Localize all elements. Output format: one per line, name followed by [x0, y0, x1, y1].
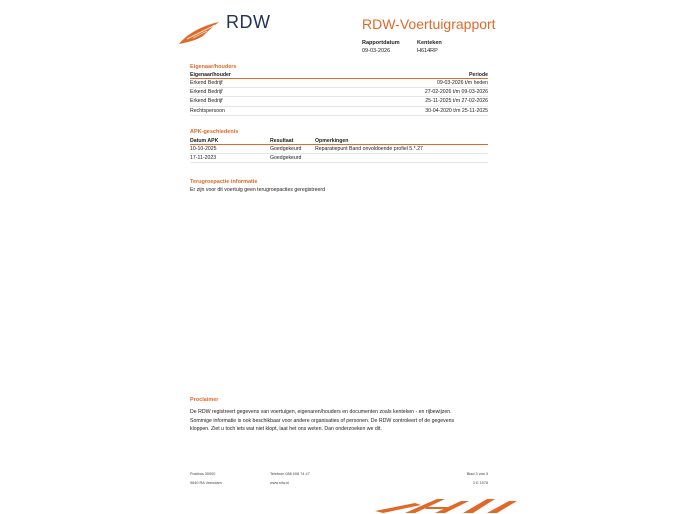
rapportdatum-label: Rapportdatum	[362, 40, 400, 46]
table-row	[190, 79, 488, 88]
table-row	[190, 97, 488, 106]
footer-page: Blad 3 van 3	[466, 472, 488, 476]
rapportdatum-value: 09-03-2026	[362, 48, 391, 54]
col-remarks: Opmerkingen	[315, 137, 488, 145]
disclaimer-line-3: kloppen. Ziet u toch iets wat niet klopt, laat het ons weten. Dan onderzoeken we dit.	[190, 426, 382, 432]
owner-cell: Rechtspersoon	[190, 106, 307, 115]
apk-table	[190, 137, 488, 163]
owner-cell: Erkend Bedrijf	[190, 79, 307, 88]
footer-postbus: Postbus 30000	[190, 472, 216, 476]
footer-stripes-icon	[375, 497, 525, 514]
disclaimer-line-1: De RDW registreert gegevens van voertuigen, eigenaren/houders en documenten zoals kenteken - en rijbewijzen.	[190, 409, 452, 415]
owners-section-title: Eigenaar/houders	[190, 64, 237, 70]
kenteken-label: Kenteken	[417, 40, 442, 46]
footer-city: 9640 RA Veendam	[190, 481, 222, 485]
date-cell: 17-11-2023	[190, 154, 270, 163]
table-row	[190, 88, 488, 97]
table-row	[190, 106, 488, 115]
footer-web: www.rdw.nl	[270, 481, 289, 485]
result-cell: Goedgekeurd	[270, 145, 315, 154]
period-cell: 30-04-2020 t/m 25-11-2025	[307, 106, 488, 115]
period-cell: 27-02-2026 t/m 09-03-2026	[307, 88, 488, 97]
apk-section-title: APK-geschiedenis	[190, 129, 239, 135]
logo-text: RDW	[226, 12, 271, 32]
page-title: RDW-Voertuigrapport	[362, 16, 496, 32]
table-row	[190, 145, 488, 154]
period-cell: 09-03-2026 t/m heden	[307, 79, 488, 88]
date-cell: 10-10-2025	[190, 145, 270, 154]
owner-cell: Erkend Bedrijf	[190, 97, 307, 106]
col-period: Periode	[307, 71, 488, 79]
recalls-text: Er zijn voor dit voertuig geen terugroepacties geregistreerd	[190, 187, 325, 193]
remarks-cell	[315, 154, 488, 163]
footer-code: 3 E 1978	[472, 481, 488, 485]
period-cell: 25-11-2025 t/m 27-02-2026	[307, 97, 488, 106]
table-row	[190, 154, 488, 163]
disclaimer-title: Proclaimer	[190, 397, 219, 403]
col-owner: Eigenaar/houder	[190, 71, 307, 79]
col-result: Resultaat	[270, 137, 315, 145]
kenteken-value: H614RP	[417, 48, 438, 54]
remarks-cell: Reparatiepunt Band onvoldoende profiel 5.*.27	[315, 145, 488, 154]
owners-table	[190, 71, 488, 116]
owner-cell: Erkend Bedrijf	[190, 88, 307, 97]
owners-table-header	[190, 71, 488, 79]
footer-phone: Telefoon 088 008 74 47	[270, 472, 310, 476]
col-date: Datum APK	[190, 137, 270, 145]
result-cell: Goedgekeurd	[270, 154, 315, 163]
recalls-section-title: Terugroepactie informatie	[190, 179, 258, 185]
rdw-logo-icon	[177, 20, 221, 46]
apk-table-header	[190, 137, 488, 145]
disclaimer-line-2: Sommige informatie is ook beschikbaar voor andere organisaties of personen. De RDW controleert of de gegevens	[190, 418, 455, 424]
